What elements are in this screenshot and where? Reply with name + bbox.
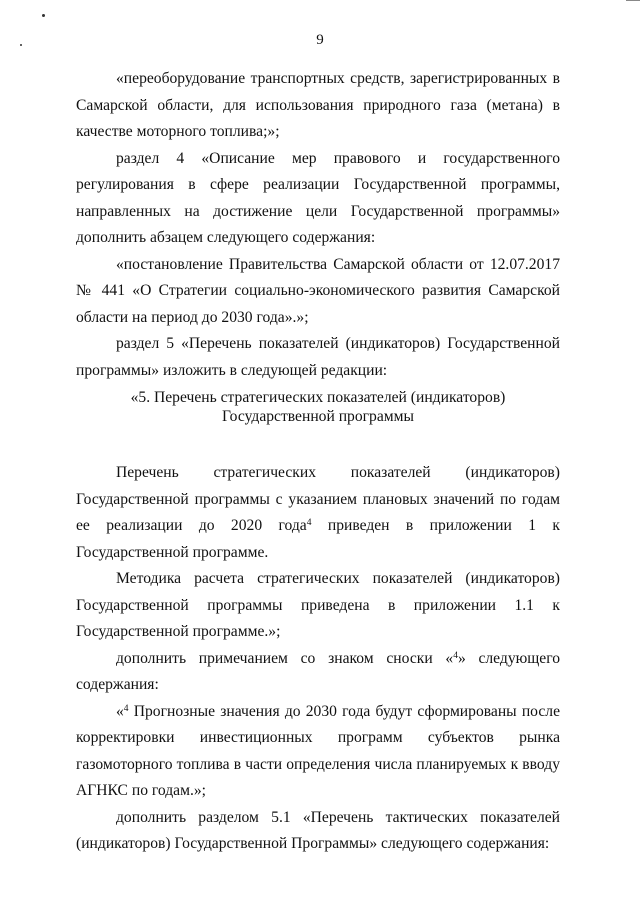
indicator-list-text-end: приведен в приложении 1 к Государственной программе. bbox=[76, 517, 560, 561]
add-footnote-text: дополнить примечанием со знаком сноски « bbox=[116, 649, 454, 667]
scan-edge-mark bbox=[626, 0, 640, 4]
paragraph-footnote-content bbox=[76, 699, 560, 805]
paragraph-add-footnote bbox=[76, 646, 560, 699]
paragraph-add-section51: дополнить разделом 5.1 «Перечень тактических показателей (индикаторов) Государственной Программы» следующего содержания: bbox=[76, 808, 560, 852]
section-heading-line2: Государственной программы bbox=[222, 408, 414, 425]
paragraph-quote-retrofit: «переоборудование транспортных средств, зарегистрированных в Самарской области, для использования природного газа (метана) в качестве моторного топлива;»; bbox=[76, 70, 560, 140]
document-body bbox=[76, 66, 560, 858]
add-footnote-text-end: » следующего содержания: bbox=[76, 649, 561, 693]
section-heading-line1: «5. Перечень стратегических показателей (индикаторов) bbox=[130, 389, 506, 406]
paragraph-indicator-list bbox=[76, 460, 560, 566]
footnote-open-quote: « bbox=[116, 702, 124, 720]
scan-speck bbox=[42, 14, 45, 17]
paragraph-methodology: Методика расчета стратегических показателей (индикаторов) Государственной программы приведена в приложении 1.1 к Государственной программе.»; bbox=[76, 570, 560, 640]
footnote-ref: 4 bbox=[453, 650, 458, 661]
footnote-ref: 4 bbox=[306, 518, 312, 528]
section-heading bbox=[76, 388, 560, 426]
paragraph-section4-amend: раздел 4 «Описание мер правового и государственного регулирования в сфере реализации Государственной программы, направленных на достижение цели Государственной программы» дополнить абзацем следующего содержания: bbox=[76, 149, 560, 246]
footnote-content-text: Прогнозные значения до 2030 года будут сформированы после корректировки инвестиционных программ субъектов рынка газомоторного топлива в части определения числа планируемых к вводу АГНКС по годам.»; bbox=[76, 702, 560, 799]
indicator-list-text: Перечень стратегических показателей (индикаторов) Государственной программы с указанием плановых значений по годам ее реализации до 2020 года bbox=[76, 464, 560, 534]
page-number: 9 bbox=[316, 32, 324, 48]
footnote-ref: 4 bbox=[123, 703, 129, 714]
spacer bbox=[76, 426, 560, 460]
paragraph-resolution-ref: «постановление Правительства Самарской области от 12.07.2017 № 441 «О Стратегии социально-экономического развития Самарской области на период до 2030 года».»; bbox=[76, 255, 560, 326]
paragraph-section5-amend: раздел 5 «Перечень показателей (индикаторов) Государственной программы» изложить в следующей редакции: bbox=[76, 335, 560, 379]
